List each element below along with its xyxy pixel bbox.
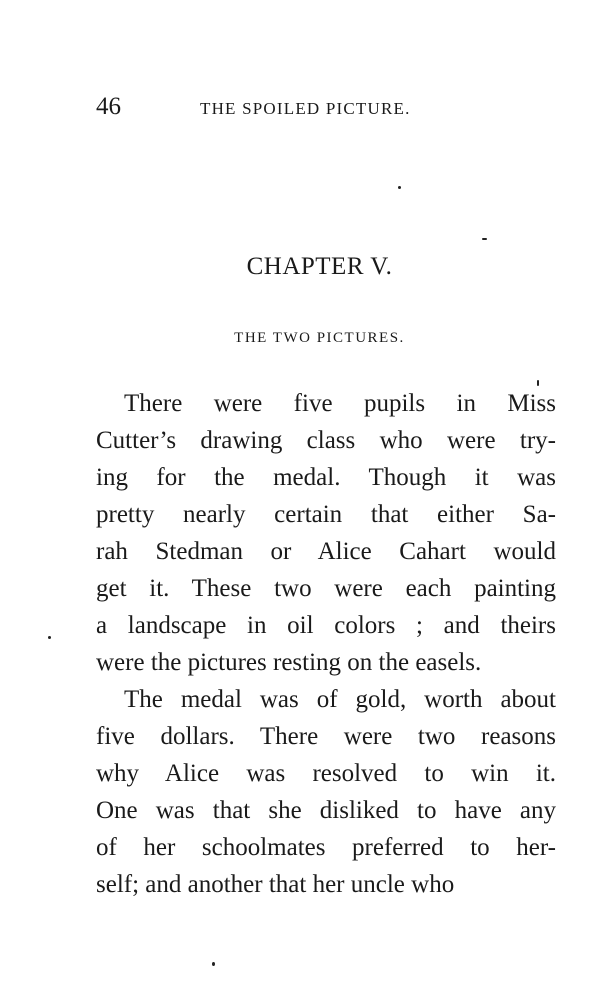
text-line: a landscape in oil colors ; and theirs — [96, 612, 556, 639]
body-text — [96, 385, 556, 903]
scan-speck — [48, 636, 51, 639]
text-line: were the pictures resting on the easels. — [96, 649, 482, 676]
scan-speck — [212, 962, 215, 966]
text-line: why Alice was resolved to win it. — [96, 760, 556, 787]
text-line: One was that she disliked to have any — [96, 797, 556, 824]
text-line: get it. These two were each painting — [96, 575, 556, 602]
text-line: of her schoolmates preferred to her- — [96, 834, 556, 861]
text-line: pretty nearly certain that either Sa- — [96, 501, 556, 528]
paragraph-1 — [96, 385, 556, 681]
text-line: self; and another that her uncle who — [96, 871, 455, 898]
scan-speck — [537, 380, 539, 386]
text-line: The medal was of gold, worth about — [124, 686, 556, 713]
running-head — [96, 92, 556, 122]
text-line: ing for the medal. Though it was — [96, 464, 556, 491]
paragraph-2 — [96, 681, 556, 903]
running-title: THE SPOILED PICTURE. — [200, 99, 411, 118]
text-line: rah Stedman or Alice Cahart would — [96, 538, 556, 565]
page-number: 46 — [96, 93, 121, 120]
chapter-subtitle: THE TWO PICTURES. — [234, 330, 405, 346]
scan-speck — [398, 186, 401, 189]
chapter-heading: CHAPTER V. — [246, 253, 393, 280]
text-line: There were five pupils in Miss — [124, 390, 556, 417]
text-line: five dollars. There were two reasons — [96, 723, 556, 750]
text-line: Cutter’s drawing class who were try- — [96, 427, 556, 454]
scan-speck — [482, 238, 487, 240]
